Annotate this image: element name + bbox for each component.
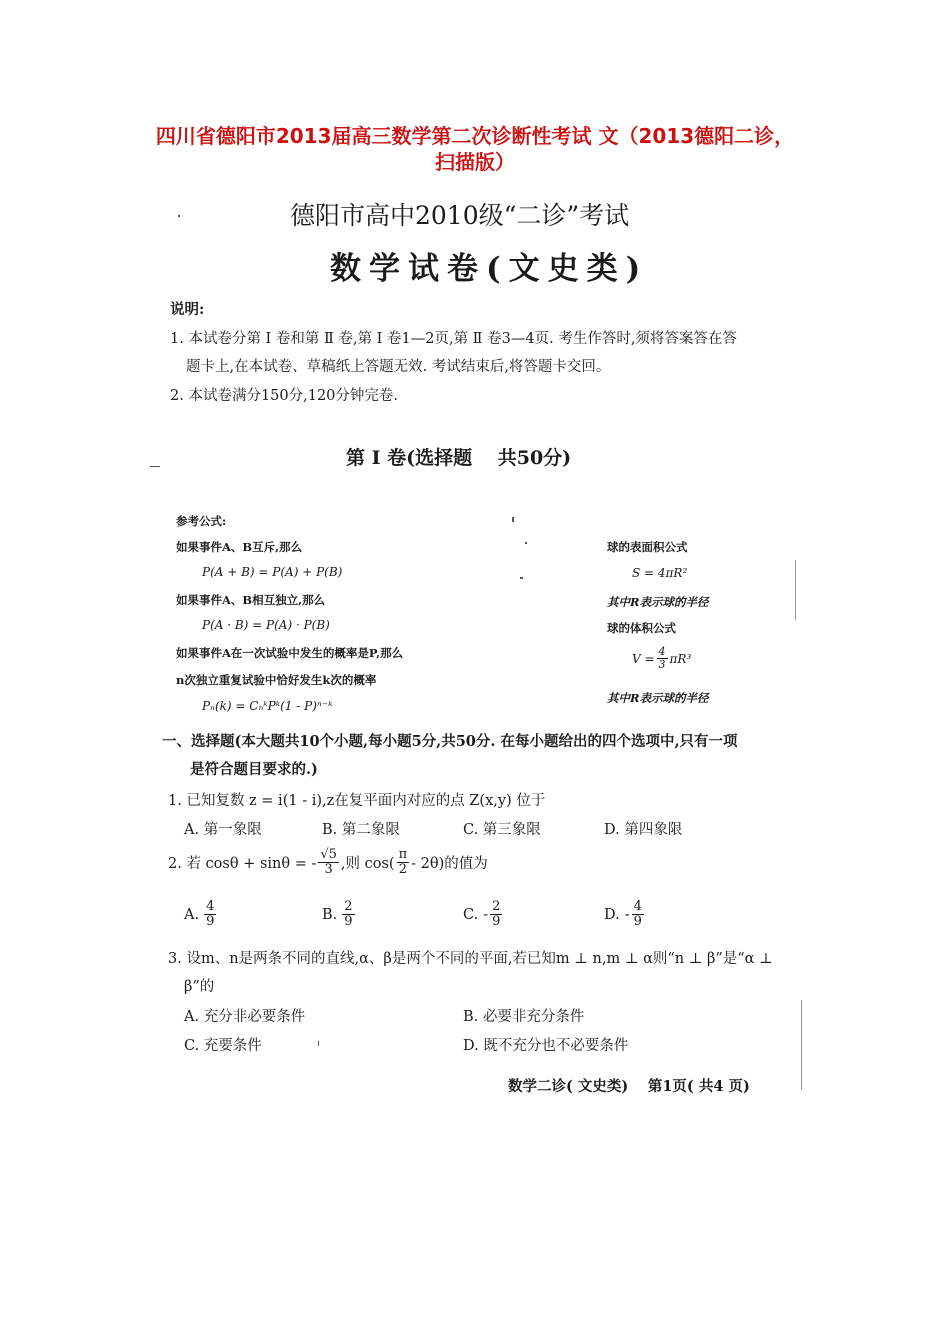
question-1-stem: 1. 已知复数 z = i(1 - i),z在复平面内对应的点 Z(x,y) 位于 <box>168 793 546 809</box>
question-2-option-a <box>184 900 218 929</box>
formula-right-4: 球的体积公式 <box>607 621 676 635</box>
formulas-heading: 参考公式: <box>176 514 227 528</box>
formula-left-6: n次独立重复试验中恰好发生k次的概率 <box>176 673 377 687</box>
scanned-exam-page <box>150 180 810 1105</box>
question-2-fraction-2 <box>397 848 410 877</box>
instruction-1-line-1: 1. 本试卷分第 Ⅰ 卷和第 Ⅱ 卷,第 Ⅰ 卷1—2页,第 Ⅱ 卷3—4页. 考生作答时,须将答案答在答 <box>170 331 737 347</box>
fraction-numerator: 2 <box>344 899 353 914</box>
part-1-heading-line-1: 一、选择题(本大题共10个小题,每小题5分,共50分. 在每小题给出的四个选项中,只有一项 <box>162 733 738 750</box>
instruction-2: 2. 本试卷满分150分,120分钟完卷. <box>170 388 399 404</box>
option-sign: - <box>624 906 630 923</box>
question-1-option-a: A. 第一象限 <box>184 822 262 838</box>
question-2-option-b <box>322 900 357 929</box>
fraction-denominator: 9 <box>206 914 215 929</box>
scan-speck <box>520 577 523 579</box>
scan-speck <box>525 542 527 544</box>
formula-right-1: 球的表面积公式 <box>607 540 688 554</box>
formula-right-5 <box>632 646 691 671</box>
question-3-option-a: A. 充分非必要条件 <box>184 1009 306 1025</box>
option-fraction <box>490 900 502 929</box>
formula-left-4: P(A · B) = P(A) · P(B) <box>202 618 330 632</box>
question-2-fraction-1 <box>318 848 339 877</box>
formula-left-5: 如果事件A在一次试验中发生的概率是P,那么 <box>176 646 404 660</box>
instructions-heading: 说明: <box>170 301 205 318</box>
scan-speck <box>178 215 180 217</box>
formula-left-2: P(A + B) = P(A) + P(B) <box>202 565 343 579</box>
fraction-numerator: 4 <box>658 645 666 658</box>
fraction-numerator: 4 <box>633 899 642 914</box>
question-3-option-b: B. 必要非充分条件 <box>463 1009 585 1025</box>
fraction-numerator: 4 <box>206 899 215 914</box>
question-3-stem-line-1: 3. 设m、n是两条不同的直线,α、β是两个不同的平面,若已知m ⊥ n,m ⊥ α则“n ⊥ β”是“α ⊥ <box>168 951 773 967</box>
question-2-stem-b: ,则 cos( <box>340 856 395 872</box>
option-fraction <box>204 900 216 929</box>
formula-left-1: 如果事件A、B互斥,那么 <box>176 540 303 554</box>
question-3-option-c: C. 充要条件 <box>184 1038 262 1054</box>
fraction-denominator: 3 <box>324 862 333 877</box>
fraction-numerator: 2 <box>492 899 501 914</box>
formula-left-3: 如果事件A、B相互独立,那么 <box>176 593 326 607</box>
fraction-denominator: 9 <box>633 914 642 929</box>
question-1-option-b: B. 第二象限 <box>322 822 400 838</box>
scan-speck <box>150 466 160 467</box>
sphere-volume-fraction <box>657 646 668 671</box>
formula-right-2: S = 4πR² <box>632 566 688 580</box>
fraction-denominator: 9 <box>344 914 353 929</box>
question-1-option-c: C. 第三象限 <box>463 822 541 838</box>
option-label: D. <box>604 906 620 923</box>
question-3-option-d: D. 既不充分也不必要条件 <box>463 1038 629 1054</box>
paper-title: 数学试卷(文史类) <box>330 251 649 287</box>
fraction-numerator: π <box>398 847 408 862</box>
exam-header: 德阳市高中2010级“二诊”考试 <box>290 201 630 230</box>
option-sign: - <box>483 906 489 923</box>
fraction-numerator: √5 <box>320 847 337 862</box>
section-1-title: 第 Ⅰ 卷(选择题 共50分) <box>346 447 572 469</box>
formula-right-3: 其中R表示球的半径 <box>607 595 709 609</box>
question-2-stem-d: - 2θ)的值为 <box>411 856 488 872</box>
question-1-option-d: D. 第四象限 <box>604 822 683 838</box>
scan-speck <box>801 1000 802 1090</box>
document-title-line-1: 四川省德阳市2013届高三数学第二次诊断性考试 文（2013德阳二诊， <box>155 124 795 148</box>
scan-speck <box>512 517 514 522</box>
formula-right-6: 其中R表示球的半径 <box>607 691 709 705</box>
scan-speck <box>795 560 796 620</box>
option-label: C. <box>463 906 479 923</box>
option-label: A. <box>184 906 200 923</box>
document-title-line-2: 扫描版） <box>435 150 515 174</box>
question-3-stem-line-2: β”的 <box>184 979 215 995</box>
page-footer: 数学二诊( 文史类) 第1页( 共4 页) <box>508 1078 750 1095</box>
question-2-stem-a: 2. 若 cosθ + sinθ = - <box>168 856 317 872</box>
option-label: B. <box>322 906 338 923</box>
question-2-stem <box>168 848 488 877</box>
option-fraction <box>632 900 644 929</box>
formula-left-7: Pₙ(k) = CₙᵏPᵏ(1 - P)ⁿ⁻ᵏ <box>202 699 333 713</box>
sphere-volume-lhs: V = <box>632 651 655 666</box>
scan-speck <box>318 1041 319 1046</box>
fraction-denominator: 9 <box>492 914 501 929</box>
sphere-volume-rhs: πR³ <box>669 651 692 666</box>
question-2-option-c <box>463 900 504 929</box>
part-1-heading-line-2: 是符合题目要求的.) <box>190 761 318 778</box>
fraction-denominator: 3 <box>658 658 666 671</box>
instruction-1-line-2: 题卡上,在本试卷、草稿纸上答题无效. 考试结束后,将答题卡交回。 <box>186 359 611 375</box>
option-fraction <box>342 900 354 929</box>
question-2-option-d <box>604 900 646 929</box>
fraction-denominator: 2 <box>398 862 407 877</box>
